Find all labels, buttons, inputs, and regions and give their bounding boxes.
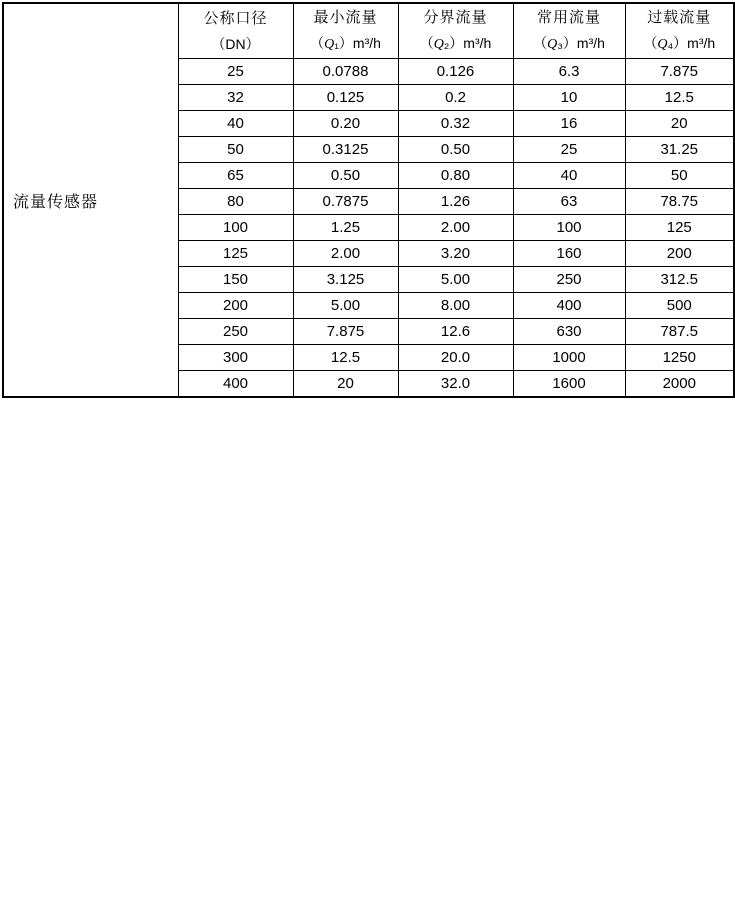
- flow-value-cell: 2000: [625, 371, 734, 398]
- flow-value-cell: 40: [513, 163, 625, 189]
- flow-value-cell: 0.2: [398, 85, 513, 111]
- flow-value-cell: 5.00: [293, 293, 398, 319]
- flow-table-header-row: [3, 3, 734, 59]
- flow-value-cell: 32: [178, 85, 293, 111]
- flow-value-cell: 200: [178, 293, 293, 319]
- flow-value-cell: 2.00: [398, 215, 513, 241]
- flow-value-cell: 0.50: [398, 137, 513, 163]
- flow-column-header: 公称口径 （DN）: [178, 3, 293, 59]
- flow-value-cell: 25: [178, 59, 293, 85]
- flow-value-cell: 0.20: [293, 111, 398, 137]
- flow-value-cell: 78.75: [625, 189, 734, 215]
- flow-value-cell: 400: [513, 293, 625, 319]
- flow-value-cell: 40: [178, 111, 293, 137]
- flow-value-cell: 8.00: [398, 293, 513, 319]
- flow-value-cell: 0.126: [398, 59, 513, 85]
- flow-value-cell: 0.7875: [293, 189, 398, 215]
- flow-value-cell: 100: [513, 215, 625, 241]
- flow-value-cell: 25: [513, 137, 625, 163]
- flow-value-cell: 20.0: [398, 345, 513, 371]
- flow-value-cell: 1000: [513, 345, 625, 371]
- flow-value-cell: 6.3: [513, 59, 625, 85]
- flow-sensor-label: 流量传感器: [3, 3, 178, 397]
- flow-value-cell: 125: [625, 215, 734, 241]
- flow-value-cell: 1.25: [293, 215, 398, 241]
- flow-value-cell: 20: [625, 111, 734, 137]
- flow-value-cell: 125: [178, 241, 293, 267]
- flow-value-cell: 50: [625, 163, 734, 189]
- flow-value-cell: 0.0788: [293, 59, 398, 85]
- flow-value-cell: 32.0: [398, 371, 513, 398]
- document-page: [0, 0, 735, 400]
- flow-value-cell: 787.5: [625, 319, 734, 345]
- flow-value-cell: 500: [625, 293, 734, 319]
- flow-value-cell: 16: [513, 111, 625, 137]
- flow-value-cell: 20: [293, 371, 398, 398]
- flow-value-cell: 3.125: [293, 267, 398, 293]
- flow-column-header: 过载流量 （Q₄）m³/h: [625, 3, 734, 59]
- flow-column-header: 常用流量 （Q₃）m³/h: [513, 3, 625, 59]
- flow-value-cell: 200: [625, 241, 734, 267]
- flow-value-cell: 400: [178, 371, 293, 398]
- flow-value-cell: 250: [513, 267, 625, 293]
- flow-value-cell: 150: [178, 267, 293, 293]
- flow-value-cell: 100: [178, 215, 293, 241]
- flow-value-cell: 63: [513, 189, 625, 215]
- flow-value-cell: 300: [178, 345, 293, 371]
- flow-value-cell: 1.26: [398, 189, 513, 215]
- flow-value-cell: 3.20: [398, 241, 513, 267]
- flow-value-cell: 12.5: [625, 85, 734, 111]
- flow-column-header: 分界流量 （Q₂）m³/h: [398, 3, 513, 59]
- flow-value-cell: 1250: [625, 345, 734, 371]
- flow-value-cell: 312.5: [625, 267, 734, 293]
- flow-value-cell: 10: [513, 85, 625, 111]
- flow-value-cell: 12.6: [398, 319, 513, 345]
- flow-value-cell: 65: [178, 163, 293, 189]
- flow-value-cell: 12.5: [293, 345, 398, 371]
- flow-value-cell: 0.80: [398, 163, 513, 189]
- flow-value-cell: 7.875: [625, 59, 734, 85]
- flow-value-cell: 1600: [513, 371, 625, 398]
- flow-value-cell: 0.32: [398, 111, 513, 137]
- flow-value-cell: 250: [178, 319, 293, 345]
- specification-table: [2, 2, 735, 398]
- flow-value-cell: 2.00: [293, 241, 398, 267]
- flow-value-cell: 50: [178, 137, 293, 163]
- flow-column-header: 最小流量 （Q₁）m³/h: [293, 3, 398, 59]
- flow-value-cell: 31.25: [625, 137, 734, 163]
- flow-value-cell: 5.00: [398, 267, 513, 293]
- flow-value-cell: 0.125: [293, 85, 398, 111]
- flow-value-cell: 630: [513, 319, 625, 345]
- flow-value-cell: 7.875: [293, 319, 398, 345]
- flow-value-cell: 0.3125: [293, 137, 398, 163]
- flow-value-cell: 80: [178, 189, 293, 215]
- flow-value-cell: 160: [513, 241, 625, 267]
- flow-value-cell: 0.50: [293, 163, 398, 189]
